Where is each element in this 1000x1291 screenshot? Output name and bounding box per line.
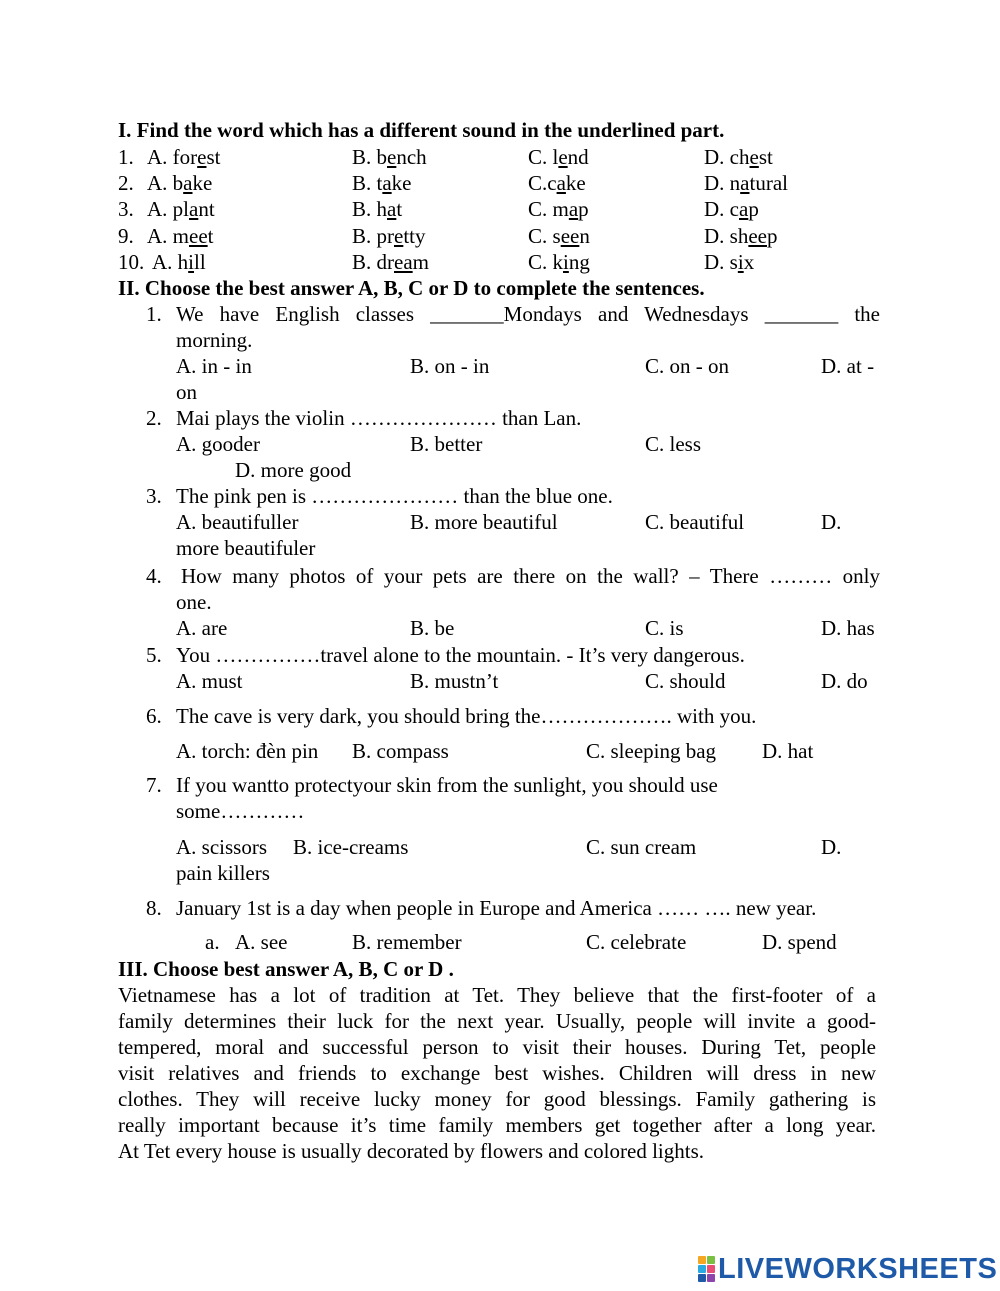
word-part: n	[579, 224, 590, 248]
word-part: B. h	[352, 197, 388, 221]
underlined-sound: a	[387, 197, 397, 221]
word-part: st	[758, 145, 773, 169]
logo-block	[707, 1274, 715, 1282]
sub-item-label: a.	[205, 930, 220, 954]
option-b: B. better	[410, 432, 483, 456]
paragraph-line: clothes. They will receive lucky money for good blessings. Family gathering is	[118, 1087, 876, 1111]
word-option-a	[147, 223, 214, 249]
section-2-title: II. Choose the best answer A, B, C or D to complete the sentences.	[118, 276, 705, 300]
question-text-cont: morning.	[176, 328, 253, 352]
option-b: B. compass	[352, 739, 449, 763]
option-d-cont: on	[176, 380, 197, 404]
section-3-title: III. Choose best answer A, B, C or D .	[118, 957, 454, 981]
question-text: You ……………travel alone to the mountain. - It’s very dangerous.	[176, 643, 745, 667]
question-text: Mai plays the violin ………………… than Lan.	[176, 406, 582, 430]
underlined-sound: a	[556, 171, 566, 195]
underlined-sound: a	[568, 197, 579, 221]
paragraph-line: family determines their luck for the next year. Usually, people will invite a good-	[118, 1009, 876, 1033]
word-part: D. ch	[704, 145, 750, 169]
underlined-sound: a	[740, 171, 750, 195]
question-text-cont: some…………	[176, 799, 305, 823]
question-text: The pink pen is ………………… than the blue one.	[176, 484, 613, 508]
question-text: We have English classes _______Mondays and Wednesdays _______ the	[176, 302, 880, 326]
question-number: 8.	[146, 896, 162, 920]
word-part: p	[767, 224, 778, 248]
paragraph-line: really important because it’s time family members get together after a long year.	[118, 1113, 876, 1137]
word-part: p	[748, 197, 759, 221]
question-number: 6.	[146, 704, 162, 728]
word-part: A. b	[147, 171, 184, 195]
word-option-c	[528, 144, 589, 170]
word-part: D. n	[704, 171, 741, 195]
underlined-sound: a	[189, 197, 199, 221]
option-d: D. do	[821, 669, 868, 693]
word-part: ng	[568, 250, 590, 274]
word-option-a	[147, 144, 221, 170]
underlined-sound: i	[563, 250, 569, 274]
option-b: B. on - in	[410, 354, 490, 378]
option-c: C. is	[645, 616, 684, 640]
option-a: A. beautifuller	[176, 510, 299, 534]
underlined-sound: a	[739, 197, 749, 221]
logo-blocks-icon	[698, 1256, 715, 1282]
paragraph-line: tempered, moral and successful person to visit their houses. During Tet, people	[118, 1035, 876, 1059]
word-option-b	[352, 144, 427, 170]
logo-block	[698, 1256, 706, 1264]
option-b: B. ice-creams	[293, 835, 409, 859]
option-a: A. are	[176, 616, 228, 640]
word-option-d	[704, 170, 788, 196]
word-option-d	[704, 249, 754, 275]
option-b: B. remember	[352, 930, 462, 954]
question-number: 7.	[146, 773, 162, 797]
option-c: C. beautiful	[645, 510, 745, 534]
option-c: C. sun cream	[586, 835, 697, 859]
option-d: D.	[821, 835, 842, 859]
underlined-sound: ee	[560, 224, 580, 248]
underlined-sound: e	[749, 145, 759, 169]
option-d: D. at -	[821, 354, 875, 378]
item-number: 10.	[118, 250, 145, 274]
option-b: B. more beautiful	[410, 510, 558, 534]
word-part: nd	[567, 145, 589, 169]
underlined-sound: ea	[394, 250, 413, 274]
word-part: D. c	[704, 197, 739, 221]
underlined-sound: ee	[748, 224, 767, 248]
word-part: t	[396, 197, 403, 221]
word-part: B. b	[352, 145, 388, 169]
underlined-sound: e	[197, 145, 207, 169]
word-part: t	[207, 224, 214, 248]
question-text: How many photos of your pets are there on the wall? – There ……… only	[181, 564, 880, 588]
word-option-b	[352, 249, 429, 275]
liveworksheets-logo	[698, 1253, 998, 1285]
word-option-d	[704, 223, 778, 249]
option-d: D. spend	[762, 930, 837, 954]
word-part: st	[206, 145, 221, 169]
word-part: tural	[749, 171, 788, 195]
option-a: A. must	[176, 669, 243, 693]
word-option-c	[528, 170, 586, 196]
word-part: C. s	[528, 224, 561, 248]
option-a: A. scissors	[176, 835, 268, 859]
option-c: C. on - on	[645, 354, 729, 378]
word-part: ke	[391, 171, 412, 195]
question-number: 1.	[146, 302, 162, 326]
option-d-cont: more beautifuler	[176, 536, 316, 560]
word-part: D. sh	[704, 224, 749, 248]
word-part: C. l	[528, 145, 559, 169]
underlined-sound: a	[183, 171, 193, 195]
question-number: 5.	[146, 643, 162, 667]
option-d: D.	[821, 510, 842, 534]
paragraph-line-last: At Tet every house is usually decorated by flowers and colored lights.	[118, 1139, 704, 1163]
question-text: January 1st is a day when people in Europe and America …… …. new year.	[176, 896, 817, 920]
word-option-a	[152, 249, 206, 275]
word-part: B. dr	[352, 250, 394, 274]
underlined-sound: a	[382, 171, 392, 195]
question-number: 2.	[146, 406, 162, 430]
underlined-sound: e	[394, 224, 404, 248]
word-part: ke	[565, 171, 586, 195]
question-number: 4.	[146, 564, 162, 588]
word-part: C.c	[528, 171, 557, 195]
underlined-sound: ee	[189, 224, 208, 248]
word-option-c	[528, 196, 589, 222]
logo-text: LIVEWORKSHEETS	[718, 1253, 998, 1285]
word-part: B. t	[352, 171, 383, 195]
option-c: C. celebrate	[586, 930, 687, 954]
word-part: ke	[192, 171, 213, 195]
word-part: C. k	[528, 250, 564, 274]
item-number: 9.	[118, 224, 134, 248]
word-part: A. m	[147, 224, 189, 248]
word-part: nch	[396, 145, 427, 169]
paragraph-line: visit relatives and friends to exchange best wishes. Children will dress in new	[118, 1061, 876, 1085]
logo-block	[698, 1265, 706, 1273]
question-text: If you wantto protectyour skin from the sunlight, you should use	[176, 773, 718, 797]
word-option-b	[352, 223, 426, 249]
option-a: A. gooder	[176, 432, 260, 456]
item-number: 1.	[118, 145, 134, 169]
word-part: D. s	[704, 250, 738, 274]
option-b: B. be	[410, 616, 455, 640]
underlined-sound: i	[737, 250, 744, 274]
word-part: B. pr	[352, 224, 394, 248]
word-part: m	[412, 250, 429, 274]
logo-block	[707, 1265, 715, 1273]
option-d-cont: pain killers	[176, 861, 270, 885]
option-d: D. has	[821, 616, 875, 640]
word-option-c	[528, 223, 590, 249]
word-part: C. m	[528, 197, 569, 221]
option-c: C. less	[645, 432, 702, 456]
word-part: nt	[198, 197, 215, 221]
question-text-cont: one.	[176, 590, 212, 614]
question-text: The cave is very dark, you should bring the………………. with you.	[176, 704, 757, 728]
word-option-d	[704, 144, 773, 170]
word-part: A. h	[152, 250, 189, 274]
word-option-b	[352, 170, 412, 196]
word-option-a	[147, 196, 215, 222]
option-c: C. sleeping bag	[586, 739, 717, 763]
word-option-c	[528, 249, 590, 275]
word-option-d	[704, 196, 759, 222]
option-a: A. see	[235, 930, 288, 954]
option-a: A. torch: đèn pin	[176, 739, 319, 763]
word-part: p	[578, 197, 589, 221]
word-part: ll	[194, 250, 206, 274]
word-option-a	[147, 170, 212, 196]
word-part: tty	[403, 224, 426, 248]
section-1-title: I. Find the word which has a different sound in the underlined part.	[118, 118, 725, 142]
option-d: D. hat	[762, 739, 814, 763]
underlined-sound: e	[387, 145, 397, 169]
option-c: C. should	[645, 669, 726, 693]
underlined-sound: e	[558, 145, 568, 169]
logo-block	[707, 1256, 715, 1264]
word-part: A. for	[147, 145, 198, 169]
underlined-sound: i	[188, 250, 195, 274]
word-part: x	[743, 250, 755, 274]
item-number: 3.	[118, 197, 134, 221]
paragraph-line: Vietnamese has a lot of tradition at Tet. They believe that the first-footer of a	[118, 983, 876, 1007]
word-part: A. pl	[147, 197, 189, 221]
option-a: A. in - in	[176, 354, 252, 378]
option-b: B. mustn’t	[410, 669, 499, 693]
question-number: 3.	[146, 484, 162, 508]
item-number: 2.	[118, 171, 134, 195]
word-option-b	[352, 196, 402, 222]
option-d: D. more good	[235, 458, 352, 482]
logo-block	[698, 1274, 706, 1282]
